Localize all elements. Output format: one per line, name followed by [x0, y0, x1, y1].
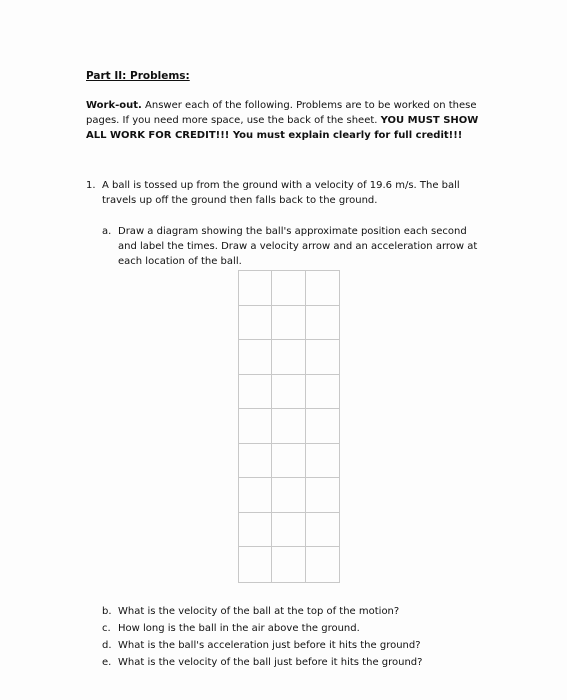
question-1-number: 1.	[86, 180, 96, 191]
grid-cell	[306, 444, 339, 479]
grid-cell	[272, 306, 305, 341]
sub-question-text: How long is the ball in the air above the ground.	[118, 623, 360, 634]
question-1a-text: Draw a diagram showing the ball's approximate position each second and label the times. Draw a velocity arrow and an acceleration arrow at each location of the ball.	[118, 226, 478, 267]
grid-cell	[272, 271, 305, 306]
sub-question	[102, 654, 502, 671]
grid-cell	[306, 306, 339, 341]
grid-cell	[239, 340, 272, 375]
grid-cell	[239, 306, 272, 341]
question-1a	[102, 224, 487, 269]
sub-question-text: What is the velocity of the ball at the top of the motion?	[118, 606, 400, 617]
instructions-emphasis: YOU MUST SHOW ALL WORK FOR CREDIT!!! You must explain clearly for full credit!!!	[86, 115, 479, 141]
sub-question	[102, 603, 502, 620]
sub-question	[102, 637, 502, 654]
grid-cell	[272, 409, 305, 444]
grid-cell	[239, 444, 272, 479]
grid-cell	[306, 409, 339, 444]
sub-question-letter: e.	[102, 657, 112, 668]
sub-questions-list	[102, 603, 502, 671]
instructions-body: Answer each of the following. Problems are to be worked on these pages. If you need more space, use the back of the sheet.	[86, 100, 477, 126]
grid-cell	[239, 271, 272, 306]
question-1-text: A ball is tossed up from the ground with a velocity of 19.6 m/s. The ball travels up off the ground then falls back to the ground.	[102, 180, 460, 206]
grid-cell	[272, 340, 305, 375]
section-heading: Part II: Problems:	[86, 70, 190, 82]
grid-cell	[306, 375, 339, 410]
grid-cell	[272, 478, 305, 513]
sub-question-letter: c.	[102, 623, 111, 634]
sub-question-text: What is the ball's acceleration just before it hits the ground?	[118, 640, 421, 651]
instructions-paragraph	[86, 98, 481, 143]
grid-cell	[272, 375, 305, 410]
sub-question-letter: b.	[102, 606, 112, 617]
grid-cell	[272, 513, 305, 548]
instructions-lead: Work-out.	[86, 100, 142, 111]
grid-cell	[239, 409, 272, 444]
sub-question	[102, 620, 502, 637]
grid-cell	[272, 444, 305, 479]
grid-cell	[239, 478, 272, 513]
grid-cell	[306, 478, 339, 513]
diagram-grid	[238, 270, 340, 583]
question-1	[86, 178, 486, 208]
grid-cell	[306, 271, 339, 306]
grid-cell	[306, 340, 339, 375]
grid-cell	[306, 513, 339, 548]
sub-question-text: What is the velocity of the ball just before it hits the ground?	[118, 657, 423, 668]
grid-cell	[239, 547, 272, 582]
grid-cell	[272, 547, 305, 582]
question-1a-letter: a.	[102, 226, 112, 237]
grid-cell	[306, 547, 339, 582]
grid-cell	[239, 513, 272, 548]
grid-cell	[239, 375, 272, 410]
sub-question-letter: d.	[102, 640, 112, 651]
